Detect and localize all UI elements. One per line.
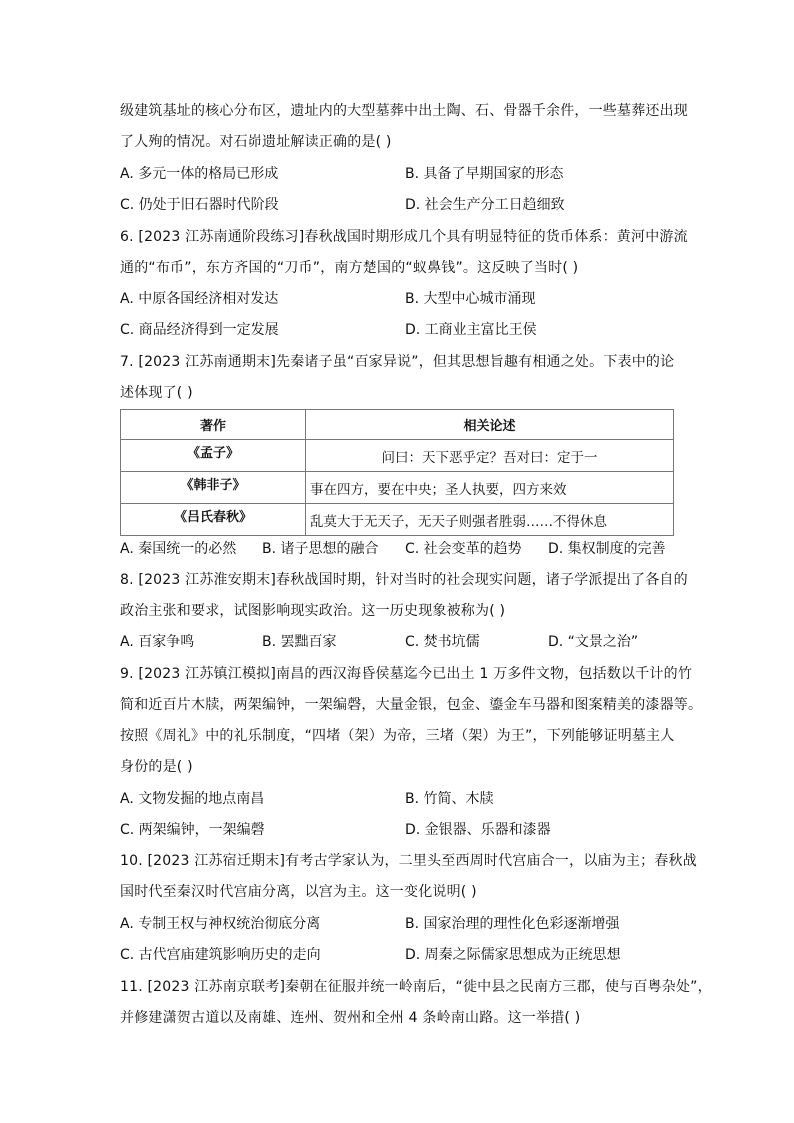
table-row bbox=[121, 504, 674, 536]
q7-option-c: C. 社会变革的趋势 bbox=[405, 541, 522, 557]
q9-option-d: D. 金银器、乐器和漆器 bbox=[405, 822, 551, 838]
table-row bbox=[121, 472, 674, 504]
q5-line-1: 级建筑基址的核心分布区，遗址内的大型墓葬中出土陶、石、骨器千余件，一些墓葬还出现 bbox=[120, 103, 688, 119]
q5-line-2: 了人殉的情况。对石峁遗址解读正确的是( ) bbox=[120, 134, 392, 150]
q10-option-b: B. 国家治理的理性化色彩逐渐增强 bbox=[405, 916, 620, 932]
q11-line-1: 11. [2023 江苏南京联考]秦朝在征服并统一岭南后，“徙中县之民南方三郡，使与百粤杂处”， bbox=[120, 979, 712, 995]
q9-line-4: 身份的是( ) bbox=[120, 759, 193, 775]
q8-option-c: C. 焚书坑儒 bbox=[405, 634, 480, 650]
q8-option-d: D. “文景之治” bbox=[548, 634, 639, 650]
q7-option-a: A. 秦国统一的必然 bbox=[120, 541, 237, 557]
table-header-row bbox=[121, 410, 674, 440]
q11-line-2: 并修建潇贺古道以及南雄、连州、贺州和全州 4 条岭南山路。这一举措( ) bbox=[120, 1010, 581, 1026]
q9-option-b: B. 竹简、木牍 bbox=[405, 791, 494, 807]
q9-line-2: 简和近百片木牍，两架编钟，一架编磬，大量金银，包金、鎏金车马器和图案精美的漆器等。 bbox=[120, 697, 703, 713]
q8-option-a: A. 百家争鸣 bbox=[120, 634, 195, 650]
q5-option-d: D. 社会生产分工日趋细致 bbox=[405, 197, 565, 213]
q6-option-c: C. 商品经济得到一定发展 bbox=[120, 322, 279, 338]
q7-line-1: 7. [2023 江苏南通期末]先秦诸子虽“百家异说”，但其思想旨趣有相通之处。下表中的论 bbox=[120, 354, 675, 370]
q6-option-b: B. 大型中心城市涌现 bbox=[405, 291, 536, 307]
q7-options bbox=[120, 539, 666, 559]
table-cell-quote: 乱莫大于无天子，无天子则强者胜弱……不得休息 bbox=[306, 504, 674, 536]
q5-option-a: A. 多元一体的格局已形成 bbox=[120, 166, 279, 182]
q8-line-1: 8. [2023 江苏淮安期末]春秋战国时期，针对当时的社会现实问题，诸子学派提出了各自的 bbox=[120, 572, 688, 588]
q5-option-b: B. 具备了早期国家的形态 bbox=[405, 166, 564, 182]
q7-option-d: D. 集权制度的完善 bbox=[548, 541, 666, 557]
table-cell-work: 《韩非子》 bbox=[121, 472, 306, 504]
q9-line-3: 按照《周礼》中的礼乐制度，“四堵（架）为帝，三堵（架）为王”，下列能够证明墓主人 bbox=[120, 728, 675, 744]
table-row bbox=[121, 440, 674, 472]
q10-line-2: 国时代至秦汉时代宫庙分离，以宫为主。这一变化说明( ) bbox=[120, 884, 477, 900]
table-header-cell: 著作 bbox=[121, 410, 306, 440]
q5-option-c: C. 仍处于旧石器时代阶段 bbox=[120, 197, 279, 213]
q7-line-2: 述体现了( ) bbox=[120, 385, 193, 401]
table-cell-work: 《孟子》 bbox=[121, 440, 306, 472]
table-cell-quote: 事在四方，要在中央；圣人执要，四方来效 bbox=[306, 472, 674, 504]
q9-option-c: C. 两架编钟，一架编磬 bbox=[120, 822, 265, 838]
q9-option-a: A. 文物发掘的地点南昌 bbox=[120, 791, 265, 807]
table-cell-work: 《吕氏春秋》 bbox=[121, 504, 306, 536]
q10-option-d: D. 周秦之际儒家思想成为正统思想 bbox=[405, 947, 621, 963]
q6-option-d: D. 工商业主富比王侯 bbox=[405, 322, 537, 338]
q10-option-c: C. 古代宫庙建筑影响历史的走向 bbox=[120, 947, 321, 963]
q10-line-1: 10. [2023 江苏宿迁期末]有考古学家认为，二里头至西周时代宫庙合一，以庙为主；春秋战 bbox=[120, 853, 697, 869]
q6-option-a: A. 中原各国经济相对发达 bbox=[120, 291, 279, 307]
q7-table bbox=[120, 409, 674, 536]
q8-line-2: 政治主张和要求，试图影响现实政治。这一历史现象被称为( ) bbox=[120, 603, 506, 619]
q6-line-1: 6. [2023 江苏南通阶段练习]春秋战国时期形成几个具有明显特征的货币体系：黄河中游流 bbox=[120, 229, 688, 245]
q6-line-2: 通的“布币”，东方齐国的“刀币”，南方楚国的“蚁鼻钱”。这反映了当时( ) bbox=[120, 260, 579, 276]
table-cell-quote: 问曰：天下恶乎定？吾对曰：定于一 bbox=[306, 440, 674, 472]
q10-option-a: A. 专制王权与神权统治彻底分离 bbox=[120, 916, 321, 932]
q7-option-b: B. 诸子思想的融合 bbox=[262, 541, 379, 557]
q8-option-b: B. 罢黜百家 bbox=[262, 634, 337, 650]
table-header-cell: 相关论述 bbox=[306, 410, 674, 440]
q9-line-1: 9. [2023 江苏镇江模拟]南昌的西汉海昏侯墓迄今已出土 1 万多件文物，包括数以千计的竹 bbox=[120, 666, 693, 682]
